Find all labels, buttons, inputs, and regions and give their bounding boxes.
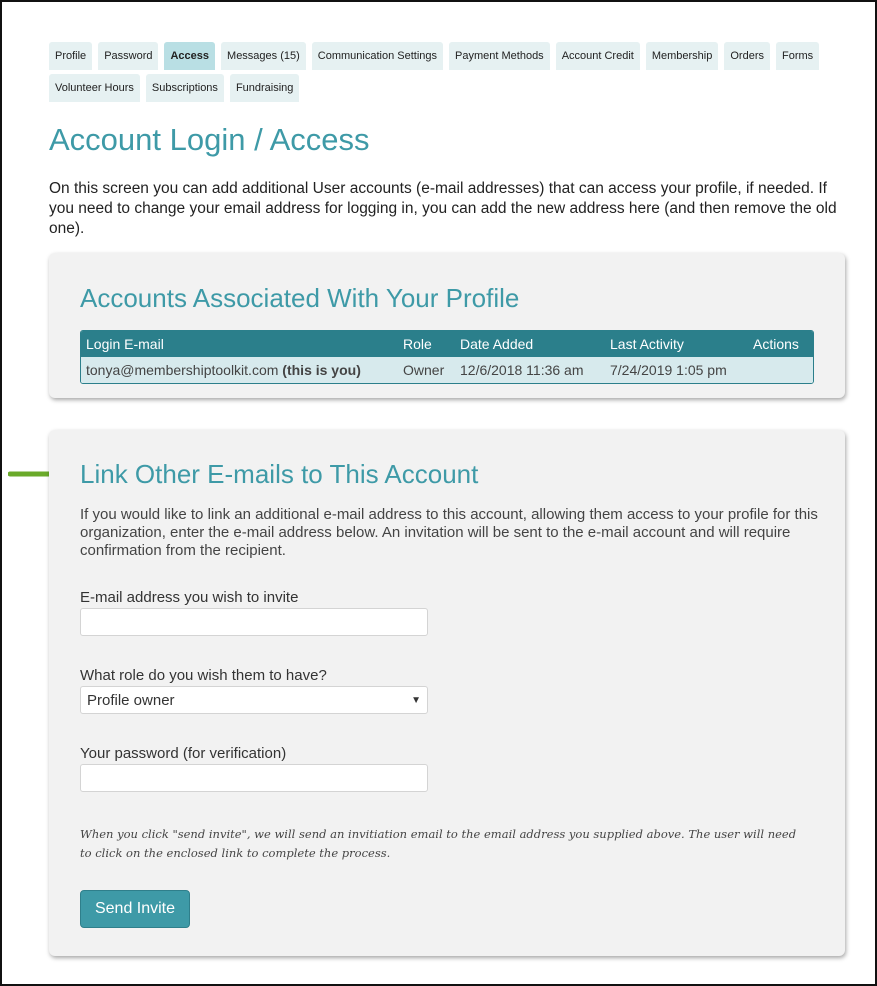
- col-date-added: Date Added: [455, 331, 605, 357]
- role-select[interactable]: [80, 686, 428, 714]
- tab-account-credit[interactable]: Account Credit: [556, 42, 640, 70]
- accounts-table: [80, 330, 814, 384]
- page-intro: On this screen you can add additional User accounts (e-mail addresses) that can access your profile, if needed. If you need to change your email address for logging in, you can add the new address here (and then remove the old one).: [49, 180, 837, 237]
- tab-bar: [49, 42, 839, 106]
- password-input[interactable]: [80, 764, 428, 792]
- account-email: tonya@membershiptoolkit.com: [86, 362, 279, 378]
- self-tag: (this is you): [282, 362, 361, 378]
- tab-orders[interactable]: Orders: [724, 42, 770, 70]
- password-label: Your password (for verification): [80, 745, 287, 762]
- role-selected-value: Profile owner: [87, 691, 175, 709]
- link-heading: Link Other E-mails to This Account: [80, 459, 479, 489]
- tab-subscriptions[interactable]: Subscriptions: [146, 74, 224, 102]
- tab-volunteer-hours[interactable]: Volunteer Hours: [49, 74, 140, 102]
- col-login-email: Login E-mail: [81, 331, 398, 357]
- send-invite-button[interactable]: Send Invite: [80, 890, 190, 928]
- tab-messages[interactable]: Messages (15): [221, 42, 306, 70]
- col-last-activity: Last Activity: [605, 331, 748, 357]
- accounts-panel: [49, 253, 845, 398]
- invite-note: When you click "send invite", we will send an invitiation email to the email address you supplied above. The user will need to click on the enclosed link to complete the process.: [80, 827, 797, 860]
- col-actions: Actions: [748, 331, 813, 357]
- table-header-row: [81, 331, 813, 357]
- role-label: What role do you wish them to have?: [80, 667, 327, 684]
- accounts-heading: Accounts Associated With Your Profile: [80, 283, 520, 313]
- tab-row-2: [49, 74, 839, 102]
- invite-email-label: E-mail address you wish to invite: [80, 589, 299, 606]
- cell-date-added: 12/6/2018 11:36 am: [455, 357, 605, 383]
- caret-down-icon: ▼: [411, 694, 421, 706]
- tab-access[interactable]: Access: [164, 42, 215, 70]
- tab-payment-methods[interactable]: Payment Methods: [449, 42, 550, 70]
- invite-email-input[interactable]: [80, 608, 428, 636]
- tab-row-1: [49, 42, 839, 70]
- link-description: If you would like to link an additional e-mail address to this account, allowing them access to your profile for this organization, enter the e-mail address below. An invitation will be sent to the e-mail account and will require confirmation from the recipient.: [80, 506, 818, 559]
- cell-role: Owner: [398, 357, 455, 383]
- cell-actions: [748, 357, 813, 383]
- cell-last-activity: 7/24/2019 1:05 pm: [605, 357, 748, 383]
- cell-login-email: [81, 357, 398, 383]
- page-title: Account Login / Access: [49, 122, 370, 157]
- tab-communication-settings[interactable]: Communication Settings: [312, 42, 443, 70]
- tab-profile[interactable]: Profile: [49, 42, 92, 70]
- col-role: Role: [398, 331, 455, 357]
- table-row: [81, 357, 813, 383]
- link-emails-panel: [49, 430, 845, 956]
- tab-membership[interactable]: Membership: [646, 42, 719, 70]
- tab-forms[interactable]: Forms: [776, 42, 819, 70]
- tab-fundraising[interactable]: Fundraising: [230, 74, 299, 102]
- tab-password[interactable]: Password: [98, 42, 158, 70]
